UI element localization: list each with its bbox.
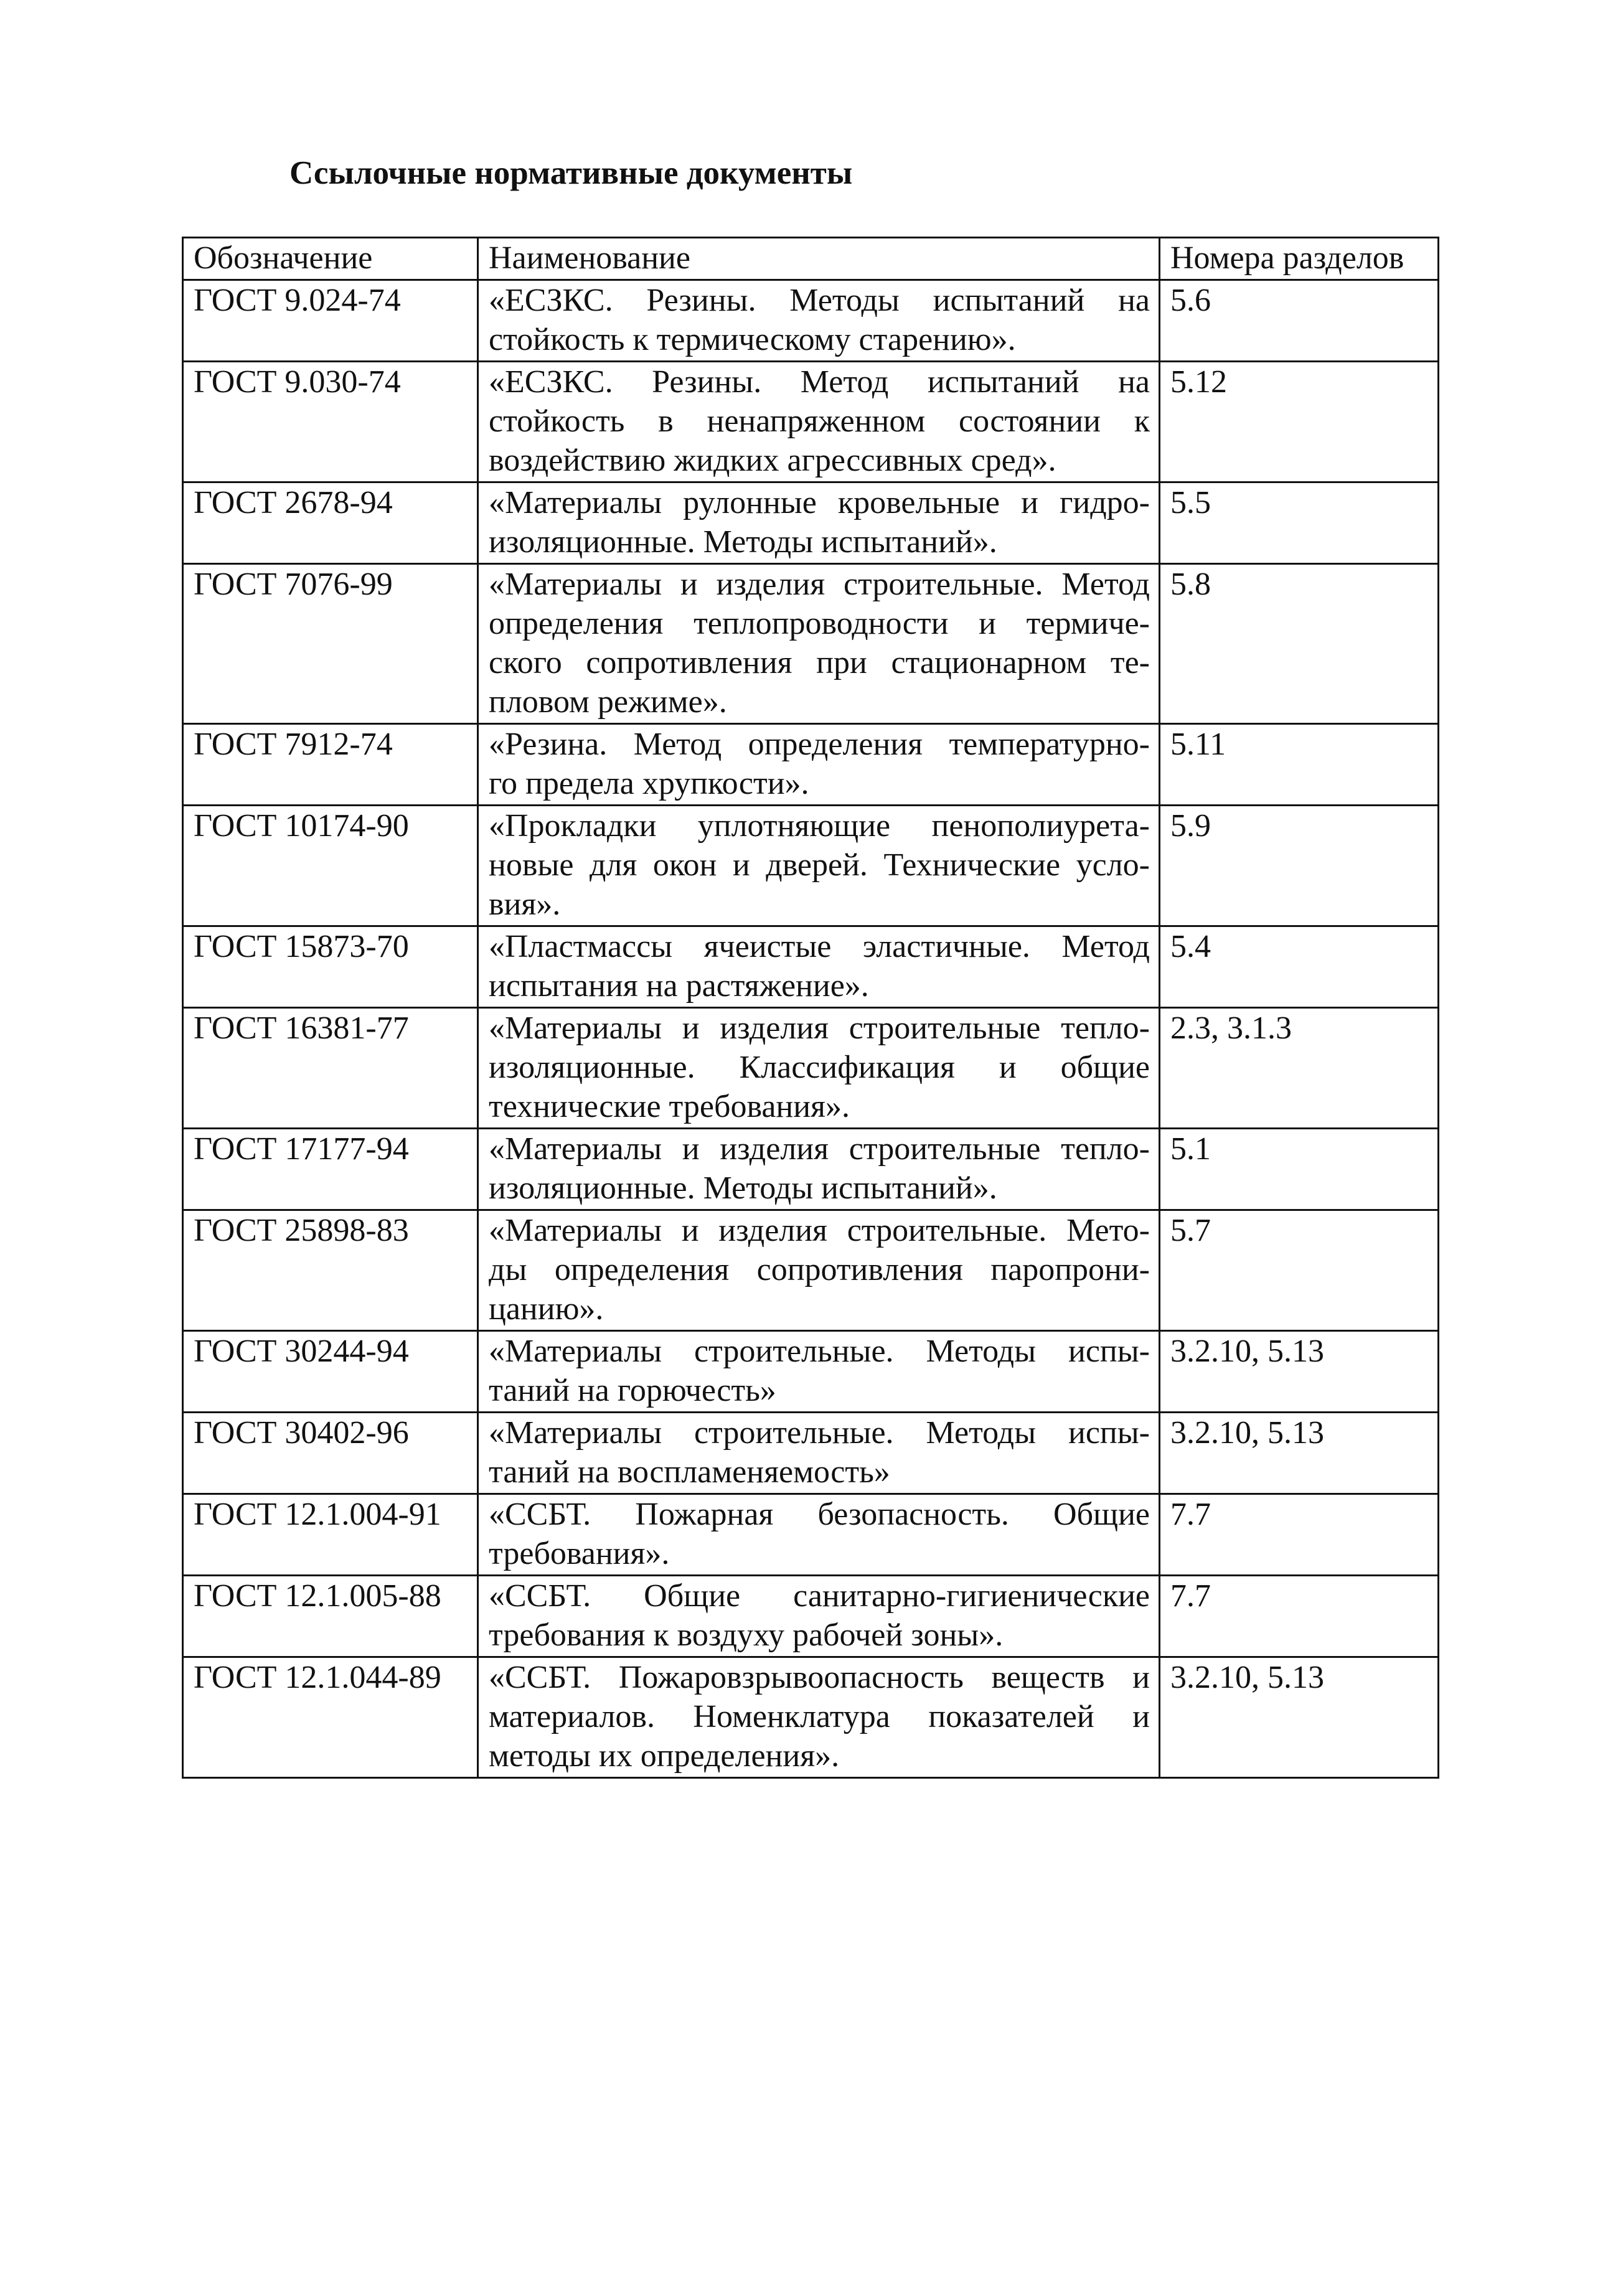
row-name-line: технические требования». [489,1089,850,1124]
row-name [478,1129,1160,1210]
row-name [478,926,1160,1008]
table-row [183,926,1439,1008]
table-row [183,1331,1439,1413]
row-section-numbers: 3.2.10, 5.13 [1160,1657,1439,1778]
row-name-line: «ЕСЗКС. Резины. Метод испытаний на [489,364,1150,400]
row-name-line: изоляционные. Классификация и общие [489,1050,1150,1085]
row-designation: ГОСТ 30402-96 [183,1413,478,1494]
row-designation: ГОСТ 12.1.044-89 [183,1657,478,1778]
row-section-numbers: 5.5 [1160,482,1439,564]
row-name [478,724,1160,806]
row-name-line: «ССБТ. Пожаровзрывоопасность веществ и [489,1660,1150,1695]
table-row [183,724,1439,806]
row-name-line: стойкость к термическому старению». [489,322,1016,357]
row-name-line: «ССБТ. Пожарная безопасность. Общие [489,1497,1150,1532]
table-row [183,1657,1439,1778]
row-section-numbers: 5.9 [1160,806,1439,926]
row-section-numbers: 5.1 [1160,1129,1439,1210]
table-row [183,1210,1439,1331]
header-section-numbers: Номера разделов [1160,238,1439,280]
row-name-line: «Резина. Метод определения температурно- [489,727,1150,762]
table-row [183,1413,1439,1494]
row-name-line: ды определения сопротивления паропрони- [489,1252,1150,1287]
row-designation: ГОСТ 25898-83 [183,1210,478,1331]
row-section-numbers: 7.7 [1160,1576,1439,1657]
table-row [183,280,1439,362]
table-row [183,1129,1439,1210]
row-name [478,1413,1160,1494]
row-name-line: «ЕСЗКС. Резины. Методы испытаний на [489,283,1150,318]
row-name-line: пловом режиме». [489,684,727,720]
row-name-line: воздействию жидких агрессивных сред». [489,443,1056,478]
table-body [183,280,1439,1778]
row-name-line: «Пластмассы ячеистые эластичные. Метод [489,929,1150,964]
table-row [183,564,1439,724]
row-name [478,1494,1160,1576]
row-designation: ГОСТ 9.024-74 [183,280,478,362]
row-name-line: цанию». [489,1291,604,1327]
row-name-line: изоляционные. Методы испытаний». [489,1170,997,1206]
row-name [478,280,1160,362]
header-designation: Обозначение [183,238,478,280]
row-name-line: «Материалы рулонные кровельные и гидро- [489,485,1150,520]
row-name-line: определения теплопроводности и термиче- [489,606,1150,641]
row-section-numbers: 5.12 [1160,362,1439,482]
row-name-line: требования к воздуху рабочей зоны». [489,1617,1004,1653]
row-name-line: «Материалы и изделия строительные тепло- [489,1131,1150,1167]
table-row [183,482,1439,564]
row-name [478,1331,1160,1413]
table-row [183,806,1439,926]
row-designation: ГОСТ 10174-90 [183,806,478,926]
row-section-numbers: 5.4 [1160,926,1439,1008]
row-name-line: «ССБТ. Общие санитарно-гигиенические [489,1578,1150,1614]
row-name-line: «Материалы и изделия строительные. Метод [489,567,1150,602]
row-section-numbers: 5.7 [1160,1210,1439,1331]
row-section-numbers: 5.6 [1160,280,1439,362]
table-row [183,1576,1439,1657]
row-designation: ГОСТ 15873-70 [183,926,478,1008]
row-designation: ГОСТ 9.030-74 [183,362,478,482]
row-name [478,564,1160,724]
row-designation: ГОСТ 7912-74 [183,724,478,806]
row-section-numbers: 2.3, 3.1.3 [1160,1008,1439,1129]
row-name-line: «Материалы и изделия строительные. Мето- [489,1213,1150,1248]
row-name-line: испытания на растяжение». [489,968,869,1004]
table-row [183,1008,1439,1129]
row-designation: ГОСТ 7076-99 [183,564,478,724]
row-name-line: требования». [489,1536,670,1571]
row-designation: ГОСТ 2678-94 [183,482,478,564]
row-name [478,1576,1160,1657]
row-name-line: вия». [489,887,561,922]
row-designation: ГОСТ 30244-94 [183,1331,478,1413]
row-name-line: «Материалы строительные. Методы испы- [489,1334,1150,1369]
table-row [183,362,1439,482]
row-name-line: стойкость в ненапряженном состоянии к [489,403,1150,439]
row-name-line: таний на воспламеняемость» [489,1454,890,1490]
row-section-numbers: 5.8 [1160,564,1439,724]
row-name-line: изоляционные. Методы испытаний». [489,524,997,560]
row-name-line: «Материалы и изделия строительные тепло- [489,1010,1150,1046]
header-name: Наименование [478,238,1160,280]
row-name-line: материалов. Номенклатура показателей и [489,1699,1150,1734]
row-name [478,806,1160,926]
row-name-line: таний на горючесть» [489,1373,776,1408]
row-section-numbers: 5.11 [1160,724,1439,806]
row-name [478,362,1160,482]
row-name [478,1008,1160,1129]
row-designation: ГОСТ 12.1.004-91 [183,1494,478,1576]
row-name [478,1210,1160,1331]
row-name [478,482,1160,564]
row-section-numbers: 3.2.10, 5.13 [1160,1331,1439,1413]
row-name [478,1657,1160,1778]
row-name-line: «Прокладки уплотняющие пенополиурета- [489,808,1150,844]
row-name-line: ского сопротивления при стационарном те- [489,645,1150,680]
row-name-line: новые для окон и дверей. Технические усло- [489,847,1150,883]
row-section-numbers: 3.2.10, 5.13 [1160,1413,1439,1494]
row-name-line: методы их определения». [489,1738,840,1774]
row-name-line: го предела хрупкости». [489,766,809,801]
row-designation: ГОСТ 12.1.005-88 [183,1576,478,1657]
document-title: Ссылочные нормативные документы [289,155,853,191]
row-designation: ГОСТ 16381-77 [183,1008,478,1129]
row-name-line: «Материалы строительные. Методы испы- [489,1415,1150,1451]
table-header-row [183,238,1439,280]
row-section-numbers: 7.7 [1160,1494,1439,1576]
table-row [183,1494,1439,1576]
reference-documents-table [182,237,1439,1779]
row-designation: ГОСТ 17177-94 [183,1129,478,1210]
